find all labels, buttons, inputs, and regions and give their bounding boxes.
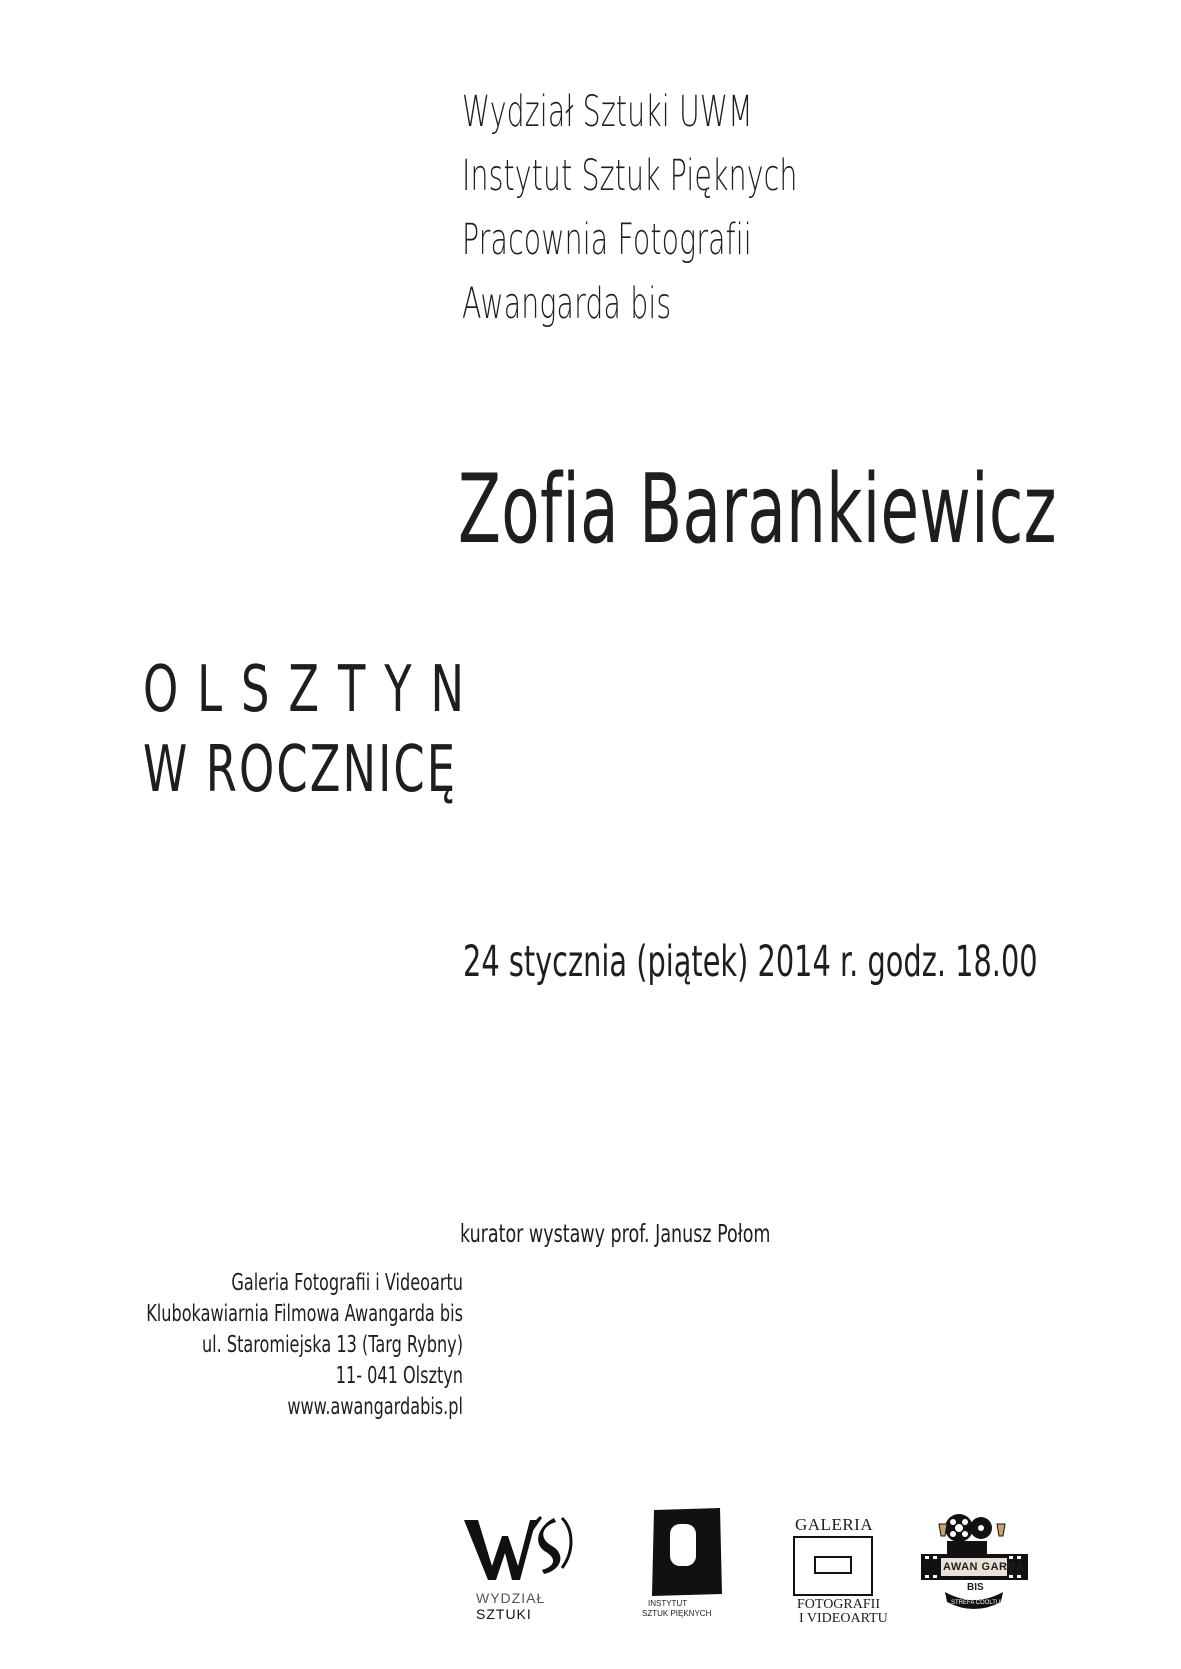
organizer-line: Awangarda bis (462, 279, 672, 329)
awangarda-logo-text: AWAN GARDA (943, 1561, 1025, 1573)
palette-icon (640, 1506, 735, 1598)
venue-line: Galeria Fotografii i Videoartu (231, 1270, 463, 1296)
galeria-logo (783, 1515, 888, 1626)
venue-address (0, 1268, 463, 1423)
galeria-logo-title: GALERIA (795, 1515, 874, 1534)
title-line-1: OLSZTYN (143, 653, 483, 727)
awangarda-logo-bis: BIS (967, 1582, 984, 1593)
wydzial-logo-text: WYDZIAŁ (476, 1590, 546, 1606)
awangarda-bis-logo (917, 1508, 1032, 1623)
frame-icon (783, 1536, 883, 1596)
ws-monogram-icon (462, 1508, 582, 1588)
title-line-2: W ROCZNICĘ (143, 733, 458, 807)
venue-line: 11- 041 Olsztyn (335, 1363, 463, 1389)
awangarda-logo-tagline: STREFA COOLTURY (951, 1600, 1009, 1606)
artist-name: Zofia Barankiewicz (458, 455, 1057, 565)
wydzial-sztuki-logo (462, 1508, 582, 1623)
venue-line: Klubokawiarnia Filmowa Awangarda bis (146, 1301, 463, 1327)
instytut-logo-text: INSTYTUT (648, 1599, 688, 1608)
organizer-line: Instytut Sztuk Pięknych (462, 151, 798, 201)
venue-line: ul. Staromiejska 13 (Targ Rybny) (201, 1332, 463, 1358)
organizers-block (462, 80, 970, 336)
galeria-logo-text: FOTOGRAFII (797, 1597, 880, 1612)
instytut-logo-text-2: SZTUK PIĘKNYCH (642, 1609, 712, 1618)
organizer-line: Wydział Sztuki UWM (462, 87, 753, 137)
curator-credit: kurator wystawy prof. Janusz Połom (460, 1219, 771, 1248)
exhibition-title (143, 650, 629, 810)
sztuki-logo-text: SZTUKI (476, 1606, 532, 1622)
venue-website: www.awangardabis.pl (287, 1394, 463, 1420)
organizer-line: Pracownia Fotografii (462, 215, 752, 265)
galeria-logo-text-2: I VIDEOARTU (799, 1611, 888, 1626)
instytut-logo (640, 1506, 735, 1626)
event-date: 24 stycznia (piątek) 2014 r. godz. 18.00 (463, 937, 1038, 987)
